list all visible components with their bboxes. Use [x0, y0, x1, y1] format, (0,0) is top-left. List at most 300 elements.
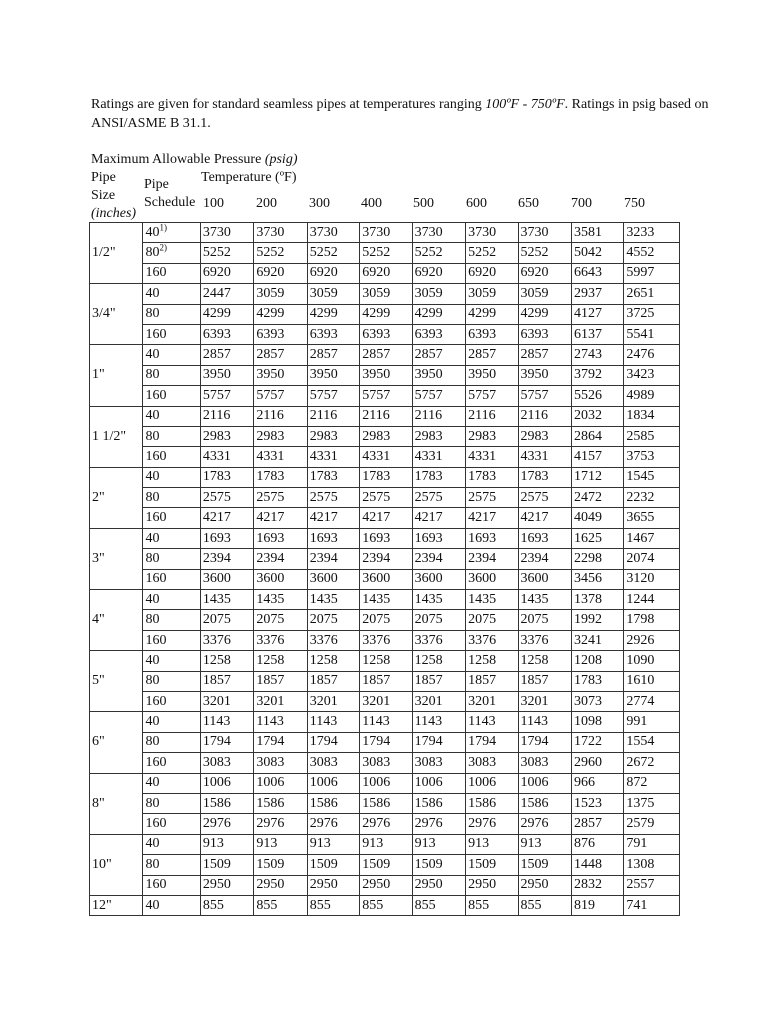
pipe-size-cell: 4" — [90, 590, 143, 651]
pressure-value-cell: 855 — [518, 895, 571, 915]
pressure-value-cell: 3725 — [624, 304, 680, 324]
temperature-column-100: 100 — [203, 196, 224, 211]
pressure-value-cell: 4217 — [518, 508, 571, 528]
pressure-value-cell: 3059 — [360, 284, 412, 304]
pressure-value-cell: 3600 — [518, 569, 571, 589]
pipe-schedule-header-line1: Pipe — [144, 177, 169, 192]
pressure-value-cell: 5252 — [412, 243, 465, 263]
pressure-value-cell: 1435 — [412, 590, 465, 610]
caption-text: Maximum Allowable Pressure — [91, 152, 265, 167]
pressure-value-cell: 6920 — [360, 263, 412, 283]
pressure-value-cell: 1857 — [466, 671, 518, 691]
schedule-value: 160 — [145, 510, 167, 526]
pressure-value-cell: 3730 — [200, 223, 253, 243]
pressure-value-cell: 2983 — [254, 426, 307, 446]
intro-prefix: Ratings are given for standard seamless pipes at temperatures ranging — [91, 97, 486, 112]
pressure-value-cell: 2976 — [307, 814, 359, 834]
schedule-cell — [143, 324, 200, 344]
pressure-value-cell: 1783 — [307, 467, 359, 487]
pressure-value-cell: 1006 — [466, 773, 518, 793]
pressure-value-cell: 1090 — [624, 651, 680, 671]
pressure-value-cell: 2950 — [254, 875, 307, 895]
schedule-cell — [143, 814, 200, 834]
pressure-value-cell: 2950 — [307, 875, 359, 895]
pressure-value-cell: 1523 — [571, 793, 623, 813]
pressure-value-cell: 2585 — [624, 426, 680, 446]
pressure-value-cell: 1143 — [254, 712, 307, 732]
schedule-cell — [143, 834, 200, 854]
pipe-size-header-line1: Pipe — [91, 170, 116, 185]
pressure-value-cell: 3581 — [571, 223, 623, 243]
pressure-value-cell: 1693 — [518, 528, 571, 548]
pressure-value-cell: 1509 — [254, 855, 307, 875]
pressure-value-cell: 3201 — [518, 691, 571, 711]
table-row — [90, 590, 680, 610]
schedule-value: 80 — [145, 734, 160, 750]
table-row — [90, 488, 680, 508]
pressure-value-cell: 3753 — [624, 447, 680, 467]
pressure-value-cell: 2983 — [412, 426, 465, 446]
schedule-value: 80 — [145, 306, 160, 322]
pressure-value-cell: 4552 — [624, 243, 680, 263]
pressure-value-cell: 1693 — [360, 528, 412, 548]
pressure-value-cell: 1693 — [307, 528, 359, 548]
schedule-value: 40 — [145, 530, 160, 546]
pipe-size-cell: 3/4" — [90, 284, 143, 345]
table-row — [90, 814, 680, 834]
pressure-value-cell: 1857 — [254, 671, 307, 691]
pressure-value-cell: 5757 — [200, 386, 253, 406]
pressure-value-cell: 3083 — [518, 753, 571, 773]
pressure-value-cell: 2116 — [254, 406, 307, 426]
schedule-cell — [143, 508, 200, 528]
pressure-value-cell: 3241 — [571, 630, 623, 650]
pressure-value-cell: 1258 — [466, 651, 518, 671]
pipe-size-cell: 5" — [90, 651, 143, 712]
schedule-value: 40 — [145, 836, 160, 852]
schedule-value: 160 — [145, 265, 167, 281]
schedule-cell — [143, 426, 200, 446]
pressure-value-cell: 3059 — [466, 284, 518, 304]
pressure-value-cell: 3073 — [571, 691, 623, 711]
pressure-value-cell: 2075 — [254, 610, 307, 630]
schedule-value: 160 — [145, 387, 167, 403]
pressure-value-cell: 2074 — [624, 549, 680, 569]
pressure-value-cell: 3120 — [624, 569, 680, 589]
pressure-value-cell: 1098 — [571, 712, 623, 732]
pressure-value-cell: 1586 — [360, 793, 412, 813]
pressure-value-cell: 3950 — [360, 365, 412, 385]
pressure-value-cell: 2575 — [518, 488, 571, 508]
pipe-size-cell: 1" — [90, 345, 143, 406]
pressure-value-cell: 3600 — [254, 569, 307, 589]
pressure-value-cell: 1693 — [200, 528, 253, 548]
pressure-value-cell: 3950 — [200, 365, 253, 385]
table-row — [90, 508, 680, 528]
pressure-value-cell: 4299 — [254, 304, 307, 324]
temperature-column-300: 300 — [309, 196, 330, 211]
pressure-value-cell: 2575 — [200, 488, 253, 508]
schedule-value: 80 — [145, 795, 160, 811]
pressure-value-cell: 3201 — [360, 691, 412, 711]
pressure-value-cell: 1794 — [466, 732, 518, 752]
pressure-value-cell: 1143 — [360, 712, 412, 732]
schedule-cell — [143, 406, 200, 426]
pressure-value-cell: 5252 — [360, 243, 412, 263]
table-row — [90, 263, 680, 283]
schedule-cell — [143, 753, 200, 773]
schedule-value: 80 — [145, 612, 160, 628]
pressure-value-cell: 2075 — [307, 610, 359, 630]
pressure-value-cell: 2983 — [200, 426, 253, 446]
pressure-value-cell: 4217 — [360, 508, 412, 528]
pressure-value-cell: 2864 — [571, 426, 623, 446]
schedule-cell — [143, 549, 200, 569]
schedule-value: 160 — [145, 632, 167, 648]
table-row — [90, 630, 680, 650]
pressure-value-cell: 1258 — [200, 651, 253, 671]
pressure-value-cell: 2832 — [571, 875, 623, 895]
pressure-value-cell: 2579 — [624, 814, 680, 834]
pressure-value-cell: 2926 — [624, 630, 680, 650]
schedule-value: 80 — [145, 245, 160, 261]
schedule-cell — [143, 590, 200, 610]
pressure-value-cell: 1857 — [200, 671, 253, 691]
table-row — [90, 406, 680, 426]
pressure-value-cell: 966 — [571, 773, 623, 793]
pressure-value-cell: 3730 — [307, 223, 359, 243]
schedule-value: 40 — [145, 591, 160, 607]
pressure-value-cell: 5997 — [624, 263, 680, 283]
pressure-value-cell: 6920 — [412, 263, 465, 283]
pressure-value-cell: 2857 — [360, 345, 412, 365]
table-row — [90, 345, 680, 365]
schedule-value: 40 — [145, 347, 160, 363]
pressure-value-cell: 3201 — [412, 691, 465, 711]
table-row — [90, 753, 680, 773]
temperature-column-750: 750 — [624, 196, 645, 211]
pressure-value-cell: 2976 — [200, 814, 253, 834]
pressure-value-cell: 6393 — [307, 324, 359, 344]
pressure-value-cell: 2983 — [307, 426, 359, 446]
pressure-value-cell: 819 — [571, 895, 623, 915]
pressure-value-cell: 3083 — [412, 753, 465, 773]
pressure-value-cell: 1378 — [571, 590, 623, 610]
pressure-value-cell: 1006 — [412, 773, 465, 793]
pressure-value-cell: 4299 — [412, 304, 465, 324]
pressure-value-cell: 3201 — [466, 691, 518, 711]
pressure-value-cell: 2950 — [412, 875, 465, 895]
schedule-value: 40 — [145, 224, 160, 240]
footnote-marker: 1) — [159, 222, 167, 233]
pipe-size-header-line2: Size — [91, 188, 116, 203]
pressure-value-cell: 2394 — [466, 549, 518, 569]
pressure-value-cell: 1586 — [254, 793, 307, 813]
pressure-value-cell: 6643 — [571, 263, 623, 283]
pressure-value-cell: 5757 — [412, 386, 465, 406]
pipe-size-cell: 2" — [90, 467, 143, 528]
pressure-value-cell: 2394 — [360, 549, 412, 569]
pressure-value-cell: 3376 — [360, 630, 412, 650]
pressure-value-cell: 1586 — [412, 793, 465, 813]
table-row — [90, 467, 680, 487]
pressure-value-cell: 4049 — [571, 508, 623, 528]
pressure-value-cell: 1857 — [518, 671, 571, 691]
pressure-value-cell: 2774 — [624, 691, 680, 711]
temperature-header: Temperature (ºF) — [201, 170, 297, 185]
pipe-size-cell: 3" — [90, 528, 143, 589]
pressure-value-cell: 4331 — [466, 447, 518, 467]
pressure-value-cell: 1308 — [624, 855, 680, 875]
pressure-value-cell: 1006 — [518, 773, 571, 793]
schedule-value: 160 — [145, 326, 167, 342]
temperature-column-700: 700 — [571, 196, 592, 211]
pressure-value-cell: 1857 — [360, 671, 412, 691]
pressure-value-cell: 1258 — [360, 651, 412, 671]
pressure-value-cell: 2116 — [360, 406, 412, 426]
pressure-value-cell: 2557 — [624, 875, 680, 895]
pressure-value-cell: 3600 — [466, 569, 518, 589]
pressure-value-cell: 2075 — [360, 610, 412, 630]
schedule-cell — [143, 263, 200, 283]
pressure-value-cell: 4299 — [307, 304, 359, 324]
pressure-value-cell: 1258 — [518, 651, 571, 671]
temperature-columns-row — [0, 196, 768, 214]
pressure-value-cell: 4217 — [412, 508, 465, 528]
pressure-value-cell: 6920 — [200, 263, 253, 283]
pressure-value-cell: 2937 — [571, 284, 623, 304]
pressure-value-cell: 3376 — [412, 630, 465, 650]
pressure-value-cell: 3600 — [360, 569, 412, 589]
schedule-cell — [143, 732, 200, 752]
pressure-value-cell: 4331 — [200, 447, 253, 467]
table-row — [90, 365, 680, 385]
pressure-value-cell: 1783 — [200, 467, 253, 487]
pressure-value-cell: 2394 — [254, 549, 307, 569]
schedule-cell — [143, 243, 200, 263]
pressure-value-cell: 2075 — [412, 610, 465, 630]
pressure-value-cell: 6920 — [518, 263, 571, 283]
pressure-value-cell: 4157 — [571, 447, 623, 467]
schedule-cell — [143, 610, 200, 630]
pressure-value-cell: 1586 — [466, 793, 518, 813]
pressure-value-cell: 2672 — [624, 753, 680, 773]
schedule-cell — [143, 528, 200, 548]
pressure-value-cell: 855 — [254, 895, 307, 915]
table-row — [90, 528, 680, 548]
pressure-value-cell: 3376 — [307, 630, 359, 650]
table-row — [90, 651, 680, 671]
pressure-value-cell: 1509 — [466, 855, 518, 875]
schedule-cell — [143, 875, 200, 895]
pressure-value-cell: 1794 — [412, 732, 465, 752]
pressure-value-cell: 5252 — [254, 243, 307, 263]
table-row — [90, 386, 680, 406]
pressure-value-cell: 3083 — [200, 753, 253, 773]
pressure-value-cell: 1857 — [412, 671, 465, 691]
pressure-value-cell: 3730 — [466, 223, 518, 243]
pressure-value-cell: 1554 — [624, 732, 680, 752]
pressure-value-cell: 5252 — [200, 243, 253, 263]
pressure-value-cell: 1006 — [307, 773, 359, 793]
pressure-value-cell: 1586 — [200, 793, 253, 813]
schedule-value: 160 — [145, 816, 167, 832]
schedule-value: 40 — [145, 897, 160, 913]
pressure-value-cell: 2857 — [412, 345, 465, 365]
table-row — [90, 793, 680, 813]
pressure-value-cell: 2857 — [518, 345, 571, 365]
schedule-cell — [143, 691, 200, 711]
pressure-value-cell: 6920 — [254, 263, 307, 283]
table-row — [90, 895, 680, 915]
schedule-cell — [143, 284, 200, 304]
pressure-value-cell: 3600 — [307, 569, 359, 589]
pressure-value-cell: 1794 — [518, 732, 571, 752]
pressure-value-cell: 1545 — [624, 467, 680, 487]
table-row — [90, 773, 680, 793]
pressure-value-cell: 2857 — [200, 345, 253, 365]
pressure-value-cell: 2950 — [200, 875, 253, 895]
pressure-value-cell: 5042 — [571, 243, 623, 263]
pressure-value-cell: 855 — [412, 895, 465, 915]
pressure-value-cell: 1712 — [571, 467, 623, 487]
table-row — [90, 875, 680, 895]
pressure-value-cell: 1794 — [360, 732, 412, 752]
pressure-value-cell: 6393 — [518, 324, 571, 344]
pressure-value-cell: 1143 — [412, 712, 465, 732]
table-row — [90, 855, 680, 875]
pipe-size-cell: 1/2" — [90, 223, 143, 284]
pressure-value-cell: 2447 — [200, 284, 253, 304]
schedule-cell — [143, 304, 200, 324]
pressure-value-cell: 3950 — [307, 365, 359, 385]
pressure-value-cell: 2116 — [307, 406, 359, 426]
pressure-value-cell: 6393 — [254, 324, 307, 344]
pressure-value-cell: 3376 — [518, 630, 571, 650]
pressure-value-cell: 2983 — [518, 426, 571, 446]
pressure-value-cell: 2857 — [307, 345, 359, 365]
schedule-cell — [143, 488, 200, 508]
pressure-value-cell: 4299 — [200, 304, 253, 324]
table-row — [90, 691, 680, 711]
schedule-cell — [143, 630, 200, 650]
pressure-value-cell: 3423 — [624, 365, 680, 385]
pressure-value-cell: 1208 — [571, 651, 623, 671]
pressure-value-cell: 3376 — [466, 630, 518, 650]
schedule-cell — [143, 467, 200, 487]
pressure-value-cell: 2976 — [254, 814, 307, 834]
pressure-value-cell: 2575 — [412, 488, 465, 508]
schedule-value: 40 — [145, 469, 160, 485]
schedule-cell — [143, 793, 200, 813]
pressure-value-cell: 991 — [624, 712, 680, 732]
pressure-value-cell: 4217 — [200, 508, 253, 528]
pressure-value-cell: 1693 — [466, 528, 518, 548]
pressure-value-cell: 2575 — [307, 488, 359, 508]
intro-paragraph — [91, 95, 711, 133]
pressure-value-cell: 2950 — [360, 875, 412, 895]
pressure-value-cell: 2575 — [466, 488, 518, 508]
pressure-value-cell: 4331 — [518, 447, 571, 467]
schedule-cell — [143, 223, 200, 243]
pressure-value-cell: 2075 — [200, 610, 253, 630]
pressure-value-cell: 1509 — [200, 855, 253, 875]
temperature-column-400: 400 — [361, 196, 382, 211]
pressure-value-cell: 5757 — [466, 386, 518, 406]
pipe-size-cell: 1 1/2" — [90, 406, 143, 467]
pressure-value-cell: 2394 — [307, 549, 359, 569]
schedule-value: 160 — [145, 877, 167, 893]
pressure-value-cell: 5252 — [518, 243, 571, 263]
table-row — [90, 447, 680, 467]
pressure-value-cell: 4299 — [518, 304, 571, 324]
schedule-cell — [143, 447, 200, 467]
pressure-value-cell: 1435 — [254, 590, 307, 610]
pressure-value-cell: 3730 — [412, 223, 465, 243]
pressure-value-cell: 3059 — [412, 284, 465, 304]
schedule-value: 80 — [145, 367, 160, 383]
pressure-value-cell: 1992 — [571, 610, 623, 630]
table-row — [90, 426, 680, 446]
pressure-value-cell: 2950 — [518, 875, 571, 895]
pressure-value-cell: 4331 — [412, 447, 465, 467]
pressure-value-cell: 1722 — [571, 732, 623, 752]
pressure-value-cell: 3950 — [466, 365, 518, 385]
pressure-value-cell: 2960 — [571, 753, 623, 773]
pressure-value-cell: 4331 — [254, 447, 307, 467]
pressure-value-cell: 5757 — [254, 386, 307, 406]
schedule-cell — [143, 712, 200, 732]
schedule-cell — [143, 365, 200, 385]
table-row — [90, 732, 680, 752]
pressure-value-cell: 1586 — [307, 793, 359, 813]
pressure-value-cell: 1435 — [518, 590, 571, 610]
pressure-value-cell: 2394 — [412, 549, 465, 569]
pressure-value-cell: 1794 — [307, 732, 359, 752]
pressure-value-cell: 3083 — [466, 753, 518, 773]
pressure-value-cell: 1783 — [571, 671, 623, 691]
pressure-value-cell: 4217 — [254, 508, 307, 528]
pressure-value-cell: 3083 — [307, 753, 359, 773]
schedule-cell — [143, 569, 200, 589]
pressure-value-cell: 1857 — [307, 671, 359, 691]
pipe-size-header-line3: (inches) — [91, 206, 137, 221]
schedule-cell — [143, 671, 200, 691]
table-row — [90, 671, 680, 691]
pressure-value-cell: 1586 — [518, 793, 571, 813]
pressure-value-cell: 3792 — [571, 365, 623, 385]
pressure-value-cell: 3083 — [254, 753, 307, 773]
pressure-value-cell: 1509 — [307, 855, 359, 875]
pressure-value-cell: 1783 — [254, 467, 307, 487]
pressure-value-cell: 6393 — [412, 324, 465, 344]
pressure-value-cell: 5252 — [466, 243, 518, 263]
pressure-value-cell: 4217 — [466, 508, 518, 528]
pressure-value-cell: 855 — [360, 895, 412, 915]
pressure-value-cell: 5757 — [307, 386, 359, 406]
pressure-value-cell: 741 — [624, 895, 680, 915]
pressure-value-cell: 2116 — [518, 406, 571, 426]
pressure-value-cell: 3376 — [254, 630, 307, 650]
table-row — [90, 712, 680, 732]
pressure-value-cell: 2298 — [571, 549, 623, 569]
pressure-value-cell: 1509 — [518, 855, 571, 875]
schedule-value: 80 — [145, 428, 160, 444]
pressure-value-cell: 1794 — [200, 732, 253, 752]
schedule-cell — [143, 855, 200, 875]
pressure-value-cell: 913 — [466, 834, 518, 854]
pressure-value-cell: 6920 — [307, 263, 359, 283]
